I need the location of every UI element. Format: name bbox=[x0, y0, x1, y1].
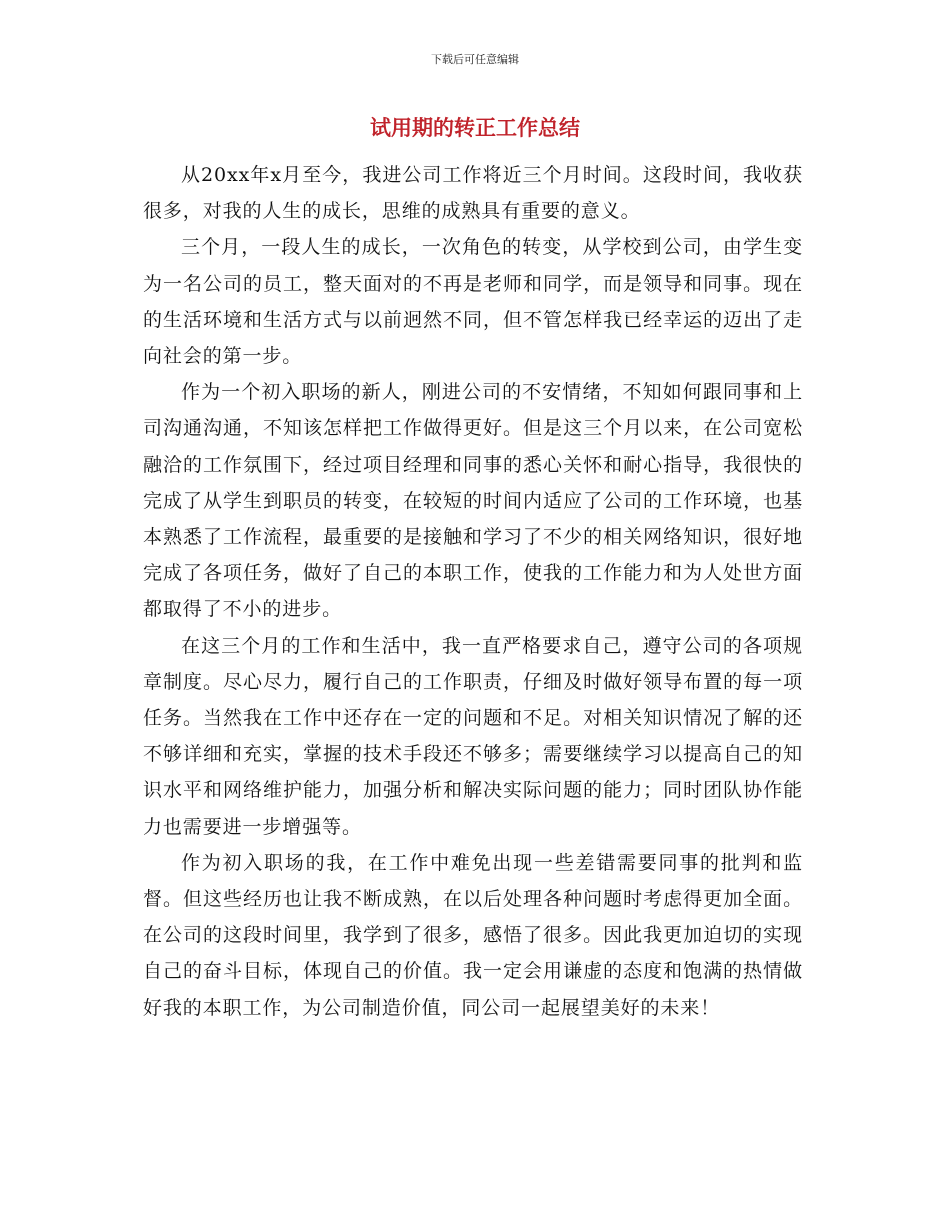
paragraph: 作为一个初入职场的新人，刚进公司的不安情绪，不知如何跟同事和上司沟通沟通，不知该怎样把工作做得更好。但是这三个月以来，在公司宽松融洽的工作氛围下，经过项目经理和同事的悉心关怀和耐心指导，我很快的完成了从学生到职员的转变，在较短的时间内适应了公司的工作环境，也基本熟悉了工作流程，最重要的是接触和学习了不少的相关网络知识，很好地完成了各项任务，做好了自己的本职工作，使我的工作能力和为人处世方面都取得了不小的进步。 bbox=[143, 381, 803, 621]
paragraph: 从20xx年x月至今，我进公司工作将近三个月时间。这段时间，我收获很多，对我的人生的成长，思维的成熟具有重要的意义。 bbox=[143, 164, 803, 223]
page-header: 下载后可任意编辑 bbox=[431, 53, 519, 66]
paragraph: 三个月，一段人生的成长，一次角色的转变，从学校到公司，由学生变为一名公司的员工，整天面对的不再是老师和同学，而是领导和同事。现在的生活环境和生活方式与以前迥然不同，但不管怎样我已经幸运的迈出了走向社会的第一步。 bbox=[143, 236, 803, 368]
document-title: 试用期的转正工作总结 bbox=[370, 115, 580, 140]
paragraph: 作为初入职场的我，在工作中难免出现一些差错需要同事的批判和监督。但这些经历也让我不断成熟，在以后处理各种问题时考虑得更加全面。在公司的这段时间里，我学到了很多，感悟了很多。因此我更加迫切的实现自己的奋斗目标，体现自己的价值。我一定会用谦虚的态度和饱满的热情做好我的本职工作，为公司制造价值，同公司一起展望美好的未来！ bbox=[143, 851, 803, 1019]
paragraph: 在这三个月的工作和生活中，我一直严格要求自己，遵守公司的各项规章制度。尽心尽力，履行自己的工作职责，仔细及时做好领导布置的每一项任务。当然我在工作中还存在一定的问题和不足。对相关知识情况了解的还不够详细和充实，掌握的技术手段还不够多；需要继续学习以提高自己的知识水平和网络维护能力，加强分析和解决实际问题的能力；同时团队协作能力也需要进一步增强等。 bbox=[143, 634, 803, 838]
document-body bbox=[143, 157, 803, 1026]
